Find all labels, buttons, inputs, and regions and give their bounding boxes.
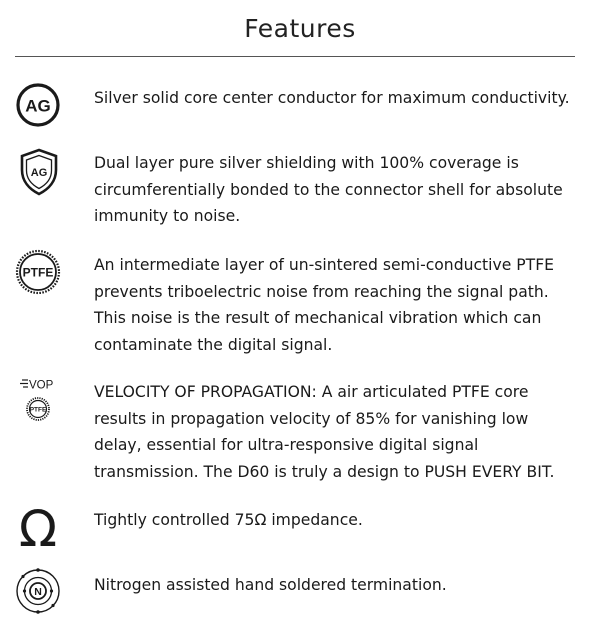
ag-shield-icon	[19, 148, 59, 196]
svg-text:PTFE: PTFE	[29, 406, 47, 414]
feature-text: Silver solid core center conductor for maximum conductivity.	[94, 89, 570, 107]
svg-text:AG: AG	[25, 96, 51, 116]
nitrogen-atom-icon	[15, 568, 61, 614]
vop-ptfe-icon	[18, 374, 58, 424]
feature-text: Dual layer pure silver shielding with 100% coverage is circumferentially bonded to the connector shell for absolute immunity to noise.	[94, 154, 563, 225]
feature-text: Tightly controlled 75Ω impedance.	[94, 511, 363, 529]
ptfe-badge-icon	[15, 249, 61, 295]
svg-text:AG: AG	[30, 167, 48, 179]
title-divider	[15, 56, 575, 57]
feature-text: An intermediate layer of un-sintered semi-conductive PTFE prevents triboelectric noise from reaching the signal path. This noise is the result of mechanical vibration which can contaminate the digital signal.	[94, 256, 555, 354]
svg-text:PTFE: PTFE	[22, 265, 54, 280]
svg-text:N: N	[34, 586, 42, 598]
omega-icon	[13, 500, 63, 558]
ag-circle-icon	[15, 82, 61, 128]
svg-text:VOP: VOP	[29, 379, 54, 392]
svg-text:Ω: Ω	[18, 500, 58, 558]
feature-text: VELOCITY OF PROPAGATION: A air articulated PTFE core results in propagation velocity of 85% for vanishing low delay, essential for ultra-responsive digital signal transmission. The D60 is truly a design to PUSH EVERY BIT.	[94, 383, 555, 481]
feature-text: Nitrogen assisted hand soldered termination.	[94, 576, 447, 594]
page-title: Features	[244, 14, 356, 43]
